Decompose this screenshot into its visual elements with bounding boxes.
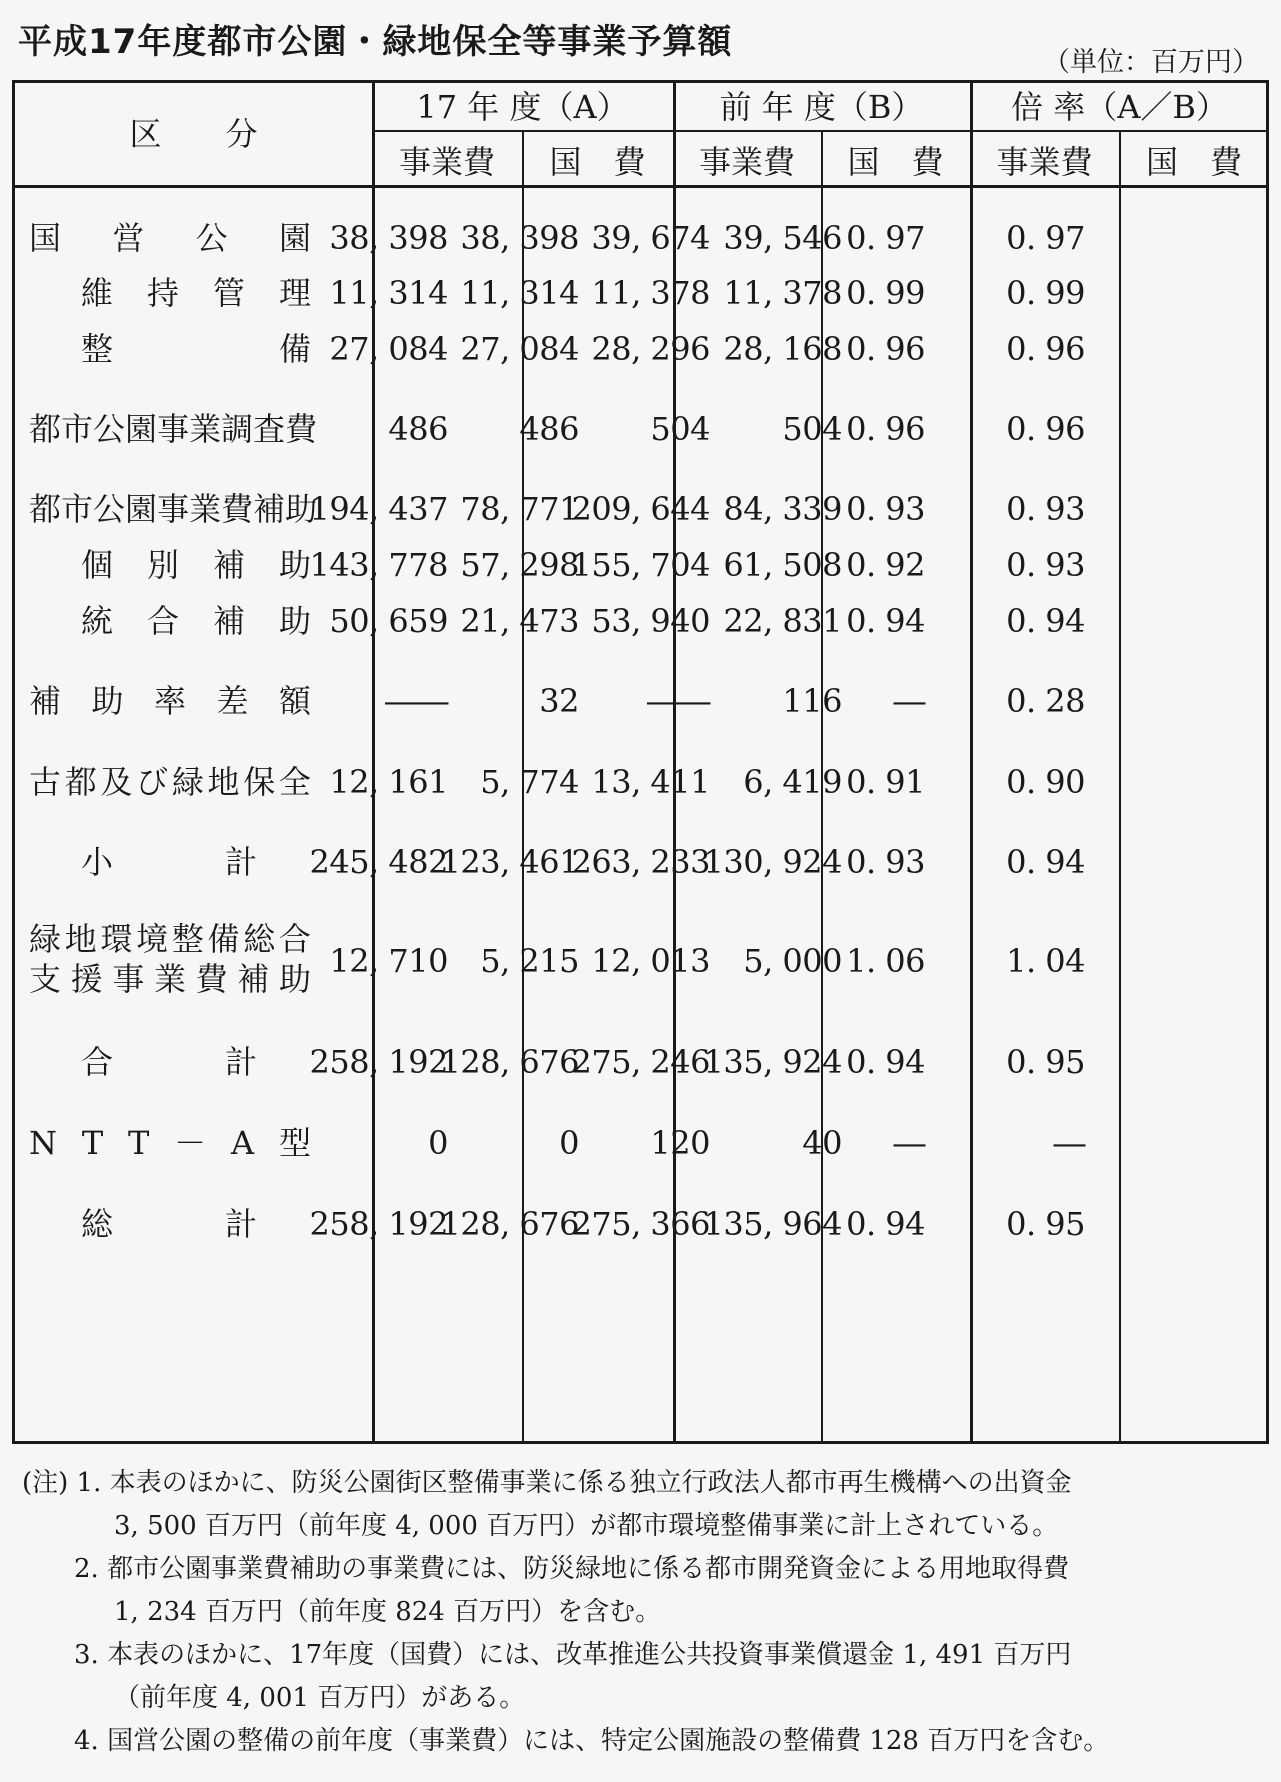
cell-value: 0. 97 [1006,219,1085,257]
cell-value: 0. 94 [846,1043,925,1081]
cell-value: 12, 161 [329,763,448,801]
cell-value: 40 [802,1124,842,1162]
row-label: 小 計 [81,843,257,881]
header-sub-divider [372,130,1266,132]
table-row-ntt-a [15,1123,1266,1163]
cell-value: 0. 96 [846,330,925,368]
row-label: 個 別 補 助 [81,546,311,584]
cell-value: 120 [650,1124,710,1162]
cell-value: 11, 378 [723,274,842,312]
header-kokuhi-b: 国 費 [847,143,944,181]
cell-value: 28, 168 [723,330,842,368]
cell-value: 275, 366 [571,1205,710,1243]
cell-value: 0. 93 [1006,490,1085,528]
row-label: 補 助 率 差 額 [29,682,311,720]
cell-value: 0. 97 [846,219,925,257]
note-line: 4. 国営公園の整備の前年度（事業費）には、特定公園施設の整備費 128 百万円を含む。 [74,1726,1110,1756]
header-col-b: 前 年 度（B） [719,88,924,126]
cell-value: 504 [782,410,842,448]
row-label: N T T － A 型 [29,1124,311,1162]
cell-value: 0. 96 [1006,410,1085,448]
cell-value: 0. 91 [846,763,925,801]
cell-value: 263, 233 [571,843,710,881]
cell-value: ―― [385,682,448,720]
header-jigyohi-ratio: 事業費 [996,143,1093,181]
note-line: 3. 本表のほかに、17年度（国費）には、改革推進公共投資事業償還金 1, 491 百万円 [74,1640,1072,1670]
table-row-togo-hojo [15,601,1266,641]
cell-value: 13, 411 [591,763,710,801]
cell-value: 135, 924 [703,1043,842,1081]
table-row-sokei [15,1204,1266,1244]
cell-value: 38, 398 [329,219,448,257]
row-label: 整 備 [81,330,311,368]
cell-value: ― [893,1124,925,1162]
table-row-kobetsu-hojo [15,545,1266,585]
cell-value: 143, 778 [309,546,448,584]
cell-value: 1. 06 [846,942,925,980]
cell-value: 0. 93 [1006,546,1085,584]
cell-value: 0. 96 [1006,330,1085,368]
row-label: 支 援 事 業 費 補 助 [29,960,311,998]
cell-value: 135, 964 [703,1205,842,1243]
cell-value: 194, 437 [309,490,448,528]
header-col-a: 17 年 度（A） [416,88,629,126]
cell-value: 0. 99 [1006,274,1085,312]
header-jigyohi-b: 事業費 [698,143,795,181]
note-line: 1, 234 百万円（前年度 824 百万円）を含む。 [114,1597,662,1627]
table-row-chosa-hi [15,409,1266,449]
notes [22,1462,1262,1763]
cell-value: 57, 298 [460,546,579,584]
cell-value: 6, 419 [743,763,842,801]
cell-value: 275, 246 [571,1043,710,1081]
table-row-shokei [15,842,1266,882]
note-line: （前年度 4, 001 百万円）がある。 [114,1683,526,1713]
cell-value: 245, 482 [309,843,448,881]
cell-value: ― [893,682,925,720]
cell-value: 27, 084 [460,330,579,368]
cell-value: 504 [650,410,710,448]
cell-value: 128, 676 [440,1043,579,1081]
cell-value: 0. 93 [846,490,925,528]
cell-value: 0 [559,1124,579,1162]
page-title: 平成17年度都市公園・緑地保全等事業予算額 [18,22,733,62]
cell-value: 11, 314 [329,274,448,312]
cell-value: 0. 93 [846,843,925,881]
row-label: 維 持 管 理 [81,274,311,312]
row-label: 国 営 公 園 [29,219,311,257]
cell-value: 21, 473 [460,602,579,640]
table-row-koto-ryokuchi [15,762,1266,802]
row-label: 緑 地 環 境 整 備 総 合 [29,920,311,958]
cell-value: 5, 774 [480,763,579,801]
note-line: 3, 500 百万円（前年度 4, 000 百万円）が都市環境整備事業に計上されている。 [114,1511,1059,1541]
cell-value: 53, 940 [591,602,710,640]
cell-value: 0. 28 [1006,682,1085,720]
cell-value: 130, 924 [703,843,842,881]
cell-value: 0. 94 [1006,843,1085,881]
header-category: 区 分 [129,115,258,153]
cell-value: 61, 508 [723,546,842,584]
cell-value: 486 [388,410,448,448]
cell-value: 0. 95 [1006,1205,1085,1243]
cell-value: 12, 710 [329,942,448,980]
cell-value: 116 [782,682,842,720]
cell-value: 0. 92 [846,546,925,584]
header-col-ratio: 倍 率（A／B） [1011,88,1228,126]
table-row-hojoritsu-sagaku [15,681,1266,721]
cell-value: 0. 94 [846,1205,925,1243]
row-label: 都 市 公 園 事 業 費 補 助 [29,490,318,528]
table-row-kokuei-koen [15,218,1266,258]
cell-value: 78, 771 [460,490,579,528]
row-label: 統 合 補 助 [81,602,311,640]
cell-value: 32 [539,682,579,720]
cell-value: 5, 215 [480,942,579,980]
note-line: 2. 都市公園事業費補助の事業費には、防災緑地に係る都市開発資金による用地取得費 [74,1554,1070,1584]
table-row-gokei [15,1042,1266,1082]
cell-value: 11, 314 [460,274,579,312]
cell-value: 5, 000 [743,942,842,980]
row-label: 都 市 公 園 事 業 調 査 費 [29,410,318,448]
cell-value: 0. 94 [846,602,925,640]
table-row-jigyohi-hojo [15,489,1266,529]
table-row-iji-kanri [15,273,1266,313]
cell-value: 84, 339 [723,490,842,528]
cell-value: 38, 398 [460,219,579,257]
cell-value: ―― [647,682,710,720]
cell-value: ― [1053,1124,1085,1162]
cell-value: 258, 192 [309,1043,448,1081]
cell-value: 11, 378 [591,274,710,312]
cell-value: 28, 296 [591,330,710,368]
cell-value: 0. 95 [1006,1043,1085,1081]
cell-value: 0. 94 [1006,602,1085,640]
cell-value: 209, 644 [571,490,710,528]
cell-value: 128, 676 [440,1205,579,1243]
cell-value: 1. 04 [1006,942,1085,980]
cell-value: 0. 90 [1006,763,1085,801]
cell-value: 486 [519,410,579,448]
cell-value: 27, 084 [329,330,448,368]
row-label: 総 計 [81,1205,257,1243]
row-label: 合 計 [81,1043,257,1081]
cell-value: 0. 99 [846,274,925,312]
cell-value: 50, 659 [329,602,448,640]
header-kokuhi-a: 国 費 [549,143,646,181]
cell-value: 258, 192 [309,1205,448,1243]
unit-label: （単位：百万円） [1043,47,1259,78]
table-row-ryokuchi-kankyo [15,920,1266,998]
note-line: (注) 1. 本表のほかに、防災公園街区整備事業に係る独立行政法人都市再生機構への出資金 [22,1468,1072,1498]
cell-value: 0. 96 [846,410,925,448]
budget-table [12,80,1269,1444]
header-jigyohi-a: 事業費 [398,143,495,181]
cell-value: 155, 704 [571,546,710,584]
header-kokuhi-ratio: 国 費 [1145,143,1242,181]
cell-value: 39, 674 [591,219,710,257]
row-label: 古 都 及 び 緑 地 保 全 [29,763,311,801]
header-bottom-divider [15,185,1266,188]
cell-value: 123, 461 [440,843,579,881]
cell-value: 22, 831 [723,602,842,640]
cell-value: 0 [428,1124,448,1162]
table-row-seibi [15,329,1266,369]
cell-value: 39, 546 [723,219,842,257]
cell-value: 12, 013 [591,942,710,980]
